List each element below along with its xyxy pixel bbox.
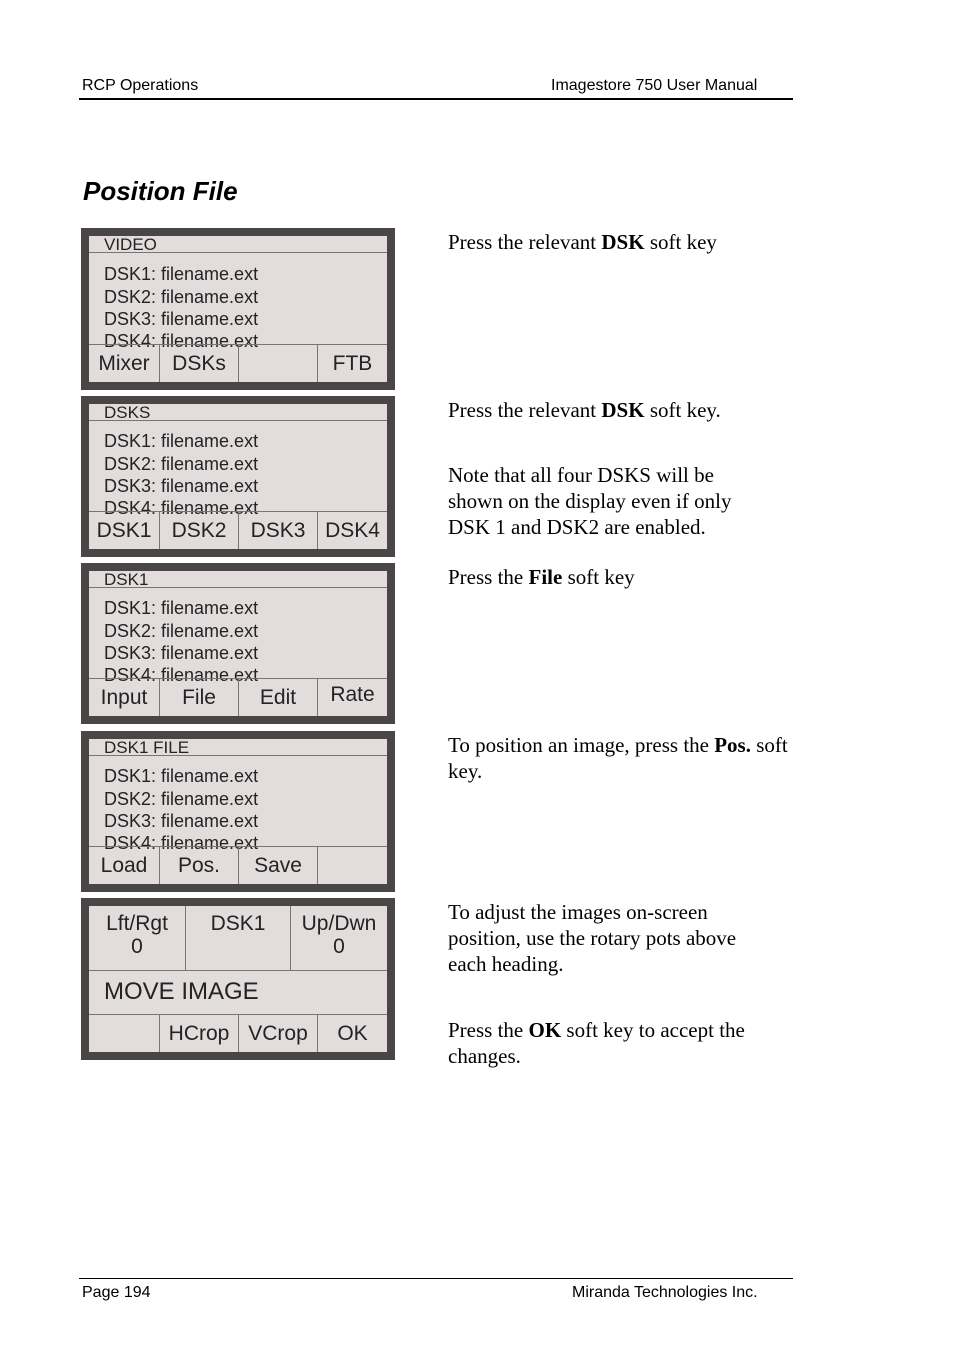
- soft-key-blank[interactable]: [89, 1015, 160, 1052]
- instruction-text: soft key: [562, 565, 635, 589]
- instruction-text: To position an image, press the: [448, 733, 715, 757]
- soft-key-dsks[interactable]: DSKs: [160, 345, 239, 382]
- soft-key-dsk1[interactable]: DSK1: [89, 512, 160, 549]
- instruction-note: Note that all four DSKS will be shown on the display even if only DSK 1 and DSK2 are enabled.: [448, 463, 732, 539]
- screen-line: DSK4: filename.ext: [104, 833, 259, 853]
- pot-label: Up/Dwn: [301, 912, 377, 935]
- soft-key-input[interactable]: Input: [89, 679, 160, 716]
- instruction-text: soft key.: [644, 398, 721, 422]
- instruction-5: To adjust the images on-screen position, use the rotary pots above each heading.: [448, 900, 737, 976]
- instruction-text: soft key to accept the changes.: [448, 1018, 745, 1068]
- screen-line: DSK2: filename.ext: [104, 789, 259, 809]
- footer-rule: [79, 1278, 793, 1279]
- screen-line: DSK3: filename.ext: [104, 476, 259, 496]
- footer-right: Miranda Technologies Inc.: [572, 1284, 758, 1301]
- instruction-3: [448, 564, 798, 590]
- screen-line: DSK2: filename.ext: [104, 287, 259, 307]
- instruction-key: DSK: [601, 398, 645, 422]
- pot-value: 0: [131, 935, 143, 958]
- instruction-key: Pos.: [714, 733, 751, 757]
- soft-key-vcrop[interactable]: VCrop: [239, 1015, 318, 1052]
- soft-key-save[interactable]: Save: [239, 847, 318, 884]
- soft-key-row: [89, 511, 387, 549]
- display-panel-video: [81, 228, 395, 390]
- pot-heading-row: [89, 906, 387, 971]
- pot-value: 0: [333, 935, 345, 958]
- instruction-key: OK: [528, 1018, 562, 1042]
- screen-line: DSK4: filename.ext: [104, 665, 259, 685]
- soft-key-dsk3[interactable]: DSK3: [239, 512, 318, 549]
- screen-line: DSK1: filename.ext: [104, 264, 259, 284]
- instruction-text: soft key.: [448, 733, 788, 783]
- instruction-key: DSK: [601, 230, 645, 254]
- screen-line: DSK3: filename.ext: [104, 309, 259, 329]
- soft-key-edit[interactable]: Edit: [239, 679, 318, 716]
- pot-heading-up-down[interactable]: [291, 906, 387, 970]
- screen-title: DSK1: [89, 571, 387, 588]
- footer-left: Page 194: [82, 1284, 151, 1301]
- soft-key-row: [89, 846, 387, 884]
- display-panel-dsk1: [81, 563, 395, 724]
- soft-key-ok[interactable]: OK: [337, 1022, 368, 1045]
- instruction-2: [448, 397, 798, 423]
- screen-line: DSK2: filename.ext: [104, 454, 259, 474]
- instruction-text: Press the relevant: [448, 398, 602, 422]
- pot-label: Lft/Rgt: [106, 912, 168, 935]
- pot-label: DSK1: [210, 912, 266, 935]
- lcd-screen: [89, 404, 387, 549]
- screen-title: DSK1 FILE: [89, 739, 387, 756]
- soft-key-load[interactable]: Load: [89, 847, 160, 884]
- soft-key-blank[interactable]: [318, 847, 387, 884]
- soft-key-row: [89, 1014, 387, 1052]
- soft-key-ftb[interactable]: FTB: [332, 352, 373, 375]
- screen-line: DSK4: filename.ext: [104, 498, 259, 518]
- soft-key-row: [89, 678, 387, 716]
- instruction-1: [448, 229, 798, 255]
- instruction-4: [448, 732, 788, 784]
- soft-key-rate[interactable]: Rate: [330, 683, 375, 706]
- display-panel-dsks: [81, 396, 395, 557]
- soft-key-row: [89, 344, 387, 382]
- instruction-text: Press the: [448, 565, 529, 589]
- soft-key-pos[interactable]: Pos.: [160, 847, 239, 884]
- screen-line: DSK2: filename.ext: [104, 621, 259, 641]
- soft-key-mixer[interactable]: Mixer: [89, 345, 160, 382]
- screen-line: DSK3: filename.ext: [104, 811, 259, 831]
- screen-line: DSK1: filename.ext: [104, 431, 259, 451]
- pot-heading-dsk: [186, 906, 291, 970]
- section-title: Position File: [83, 176, 238, 206]
- soft-key-dsk4[interactable]: DSK4: [325, 519, 380, 542]
- lcd-screen: [89, 571, 387, 716]
- screen-title: VIDEO: [89, 236, 387, 253]
- screen-line: DSK3: filename.ext: [104, 643, 259, 663]
- screen-line: DSK4: filename.ext: [104, 331, 259, 351]
- instruction-text: Press the: [448, 1018, 529, 1042]
- screen-line: DSK1: filename.ext: [104, 598, 259, 618]
- lcd-screen: [89, 906, 387, 1052]
- move-image-message: MOVE IMAGE: [104, 978, 259, 1005]
- soft-key-hcrop[interactable]: HCrop: [160, 1015, 239, 1052]
- lcd-screen: [89, 236, 387, 382]
- soft-key-dsk2[interactable]: DSK2: [160, 512, 239, 549]
- header-left: RCP Operations: [82, 77, 199, 94]
- instruction-text: soft key: [644, 230, 717, 254]
- lcd-screen: [89, 739, 387, 884]
- instruction-6: [448, 1017, 788, 1069]
- soft-key-file[interactable]: File: [160, 679, 239, 716]
- screen-title: DSKS: [89, 404, 387, 421]
- soft-key-blank[interactable]: [239, 345, 318, 382]
- instruction-key: File: [528, 565, 563, 589]
- header-right: Imagestore 750 User Manual: [551, 77, 758, 94]
- pot-heading-left-right[interactable]: [89, 906, 186, 970]
- instruction-text: Press the relevant: [448, 230, 602, 254]
- display-panel-move-image: [81, 898, 395, 1060]
- screen-line: DSK1: filename.ext: [104, 766, 259, 786]
- display-panel-dsk1-file: [81, 731, 395, 892]
- header-rule: [79, 98, 793, 100]
